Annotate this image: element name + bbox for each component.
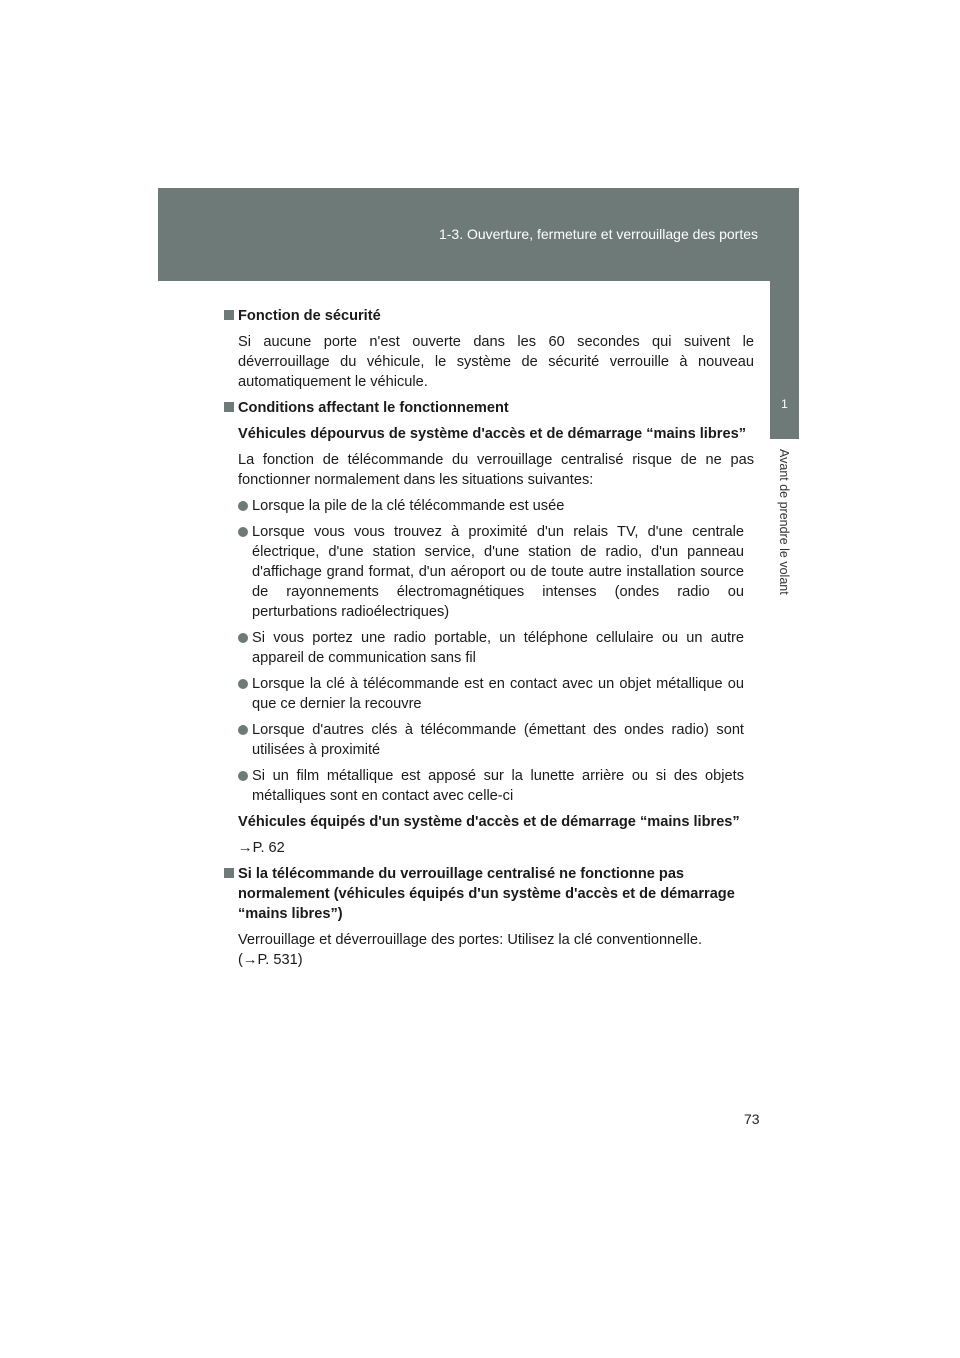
page-content <box>224 306 754 976</box>
circle-bullet-icon <box>238 725 248 735</box>
circle-bullet-icon <box>238 633 248 643</box>
circle-bullet-icon <box>238 501 248 511</box>
subheading-without-smart-key: Véhicules dépourvus de système d'accès et de démarrage “mains libres” <box>238 426 746 442</box>
circle-bullet-icon <box>238 527 248 537</box>
list-item: Lorsque la clé à télécommande est en contact avec un objet métallique ou que ce dernier la recouvre <box>238 674 744 714</box>
paragraph: Si aucune porte n'est ouverte dans les 60 secondes qui suivent le déverrouillage du véhicule, le système de sécurité verrouille à nouveau automatiquement le véhicule. <box>238 334 754 390</box>
page-reference: →P. 62 <box>238 840 285 856</box>
chapter-number-tab: 1 <box>770 368 799 439</box>
paragraph: La fonction de télécommande du verrouillage centralisé risque de ne pas fonctionner normalement dans les situations suivantes: <box>238 452 754 488</box>
square-bullet-icon <box>224 310 234 320</box>
heading-security-function: Fonction de sécurité <box>224 306 754 326</box>
heading-operating-conditions: Conditions affectant le fonctionnement <box>224 398 754 418</box>
page-reference: (→P. 531) <box>238 952 303 968</box>
list-item: Si vous portez une radio portable, un téléphone cellulaire ou un autre appareil de communication sans fil <box>238 628 744 668</box>
heading-remote-malfunction: Si la télécommande du verrouillage centralisé ne fonctionne pas normalement (véhicules équipés d'un système d'accès et de démarrage “mains libres”) <box>224 864 754 924</box>
list-item: Lorsque d'autres clés à télécommande (émettant des ondes radio) sont utilisées à proximité <box>238 720 744 760</box>
square-bullet-icon <box>224 402 234 412</box>
page-number: 73 <box>744 1111 760 1127</box>
section-header-bar <box>158 188 770 281</box>
subheading-with-smart-key: Véhicules équipés d'un système d'accès et de démarrage “mains libres” <box>238 814 740 830</box>
square-bullet-icon <box>224 868 234 878</box>
list-item: Si un film métallique est apposé sur la lunette arrière ou si des objets métalliques sont en contact avec celle-ci <box>238 766 744 806</box>
list-item: Lorsque la pile de la clé télécommande est usée <box>238 496 744 516</box>
side-tab-bar <box>770 188 799 368</box>
circle-bullet-icon <box>238 771 248 781</box>
section-title: 1-3. Ouverture, fermeture et verrouillage des portes <box>438 226 758 242</box>
list-item: Lorsque vous vous trouvez à proximité d'un relais TV, d'une centrale électrique, d'une station service, d'une station de radio, d'un panneau d'affichage grand format, d'un aéroport ou de toute autre installation source de rayonnements électromagnétiques intenses (ondes radio ou perturbations radioélectriques) <box>238 522 744 622</box>
chapter-title-vertical: Avant de prendre le volant <box>777 449 791 595</box>
circle-bullet-icon <box>238 679 248 689</box>
paragraph: Verrouillage et déverrouillage des portes: Utilisez la clé conventionnelle. <box>238 932 703 948</box>
